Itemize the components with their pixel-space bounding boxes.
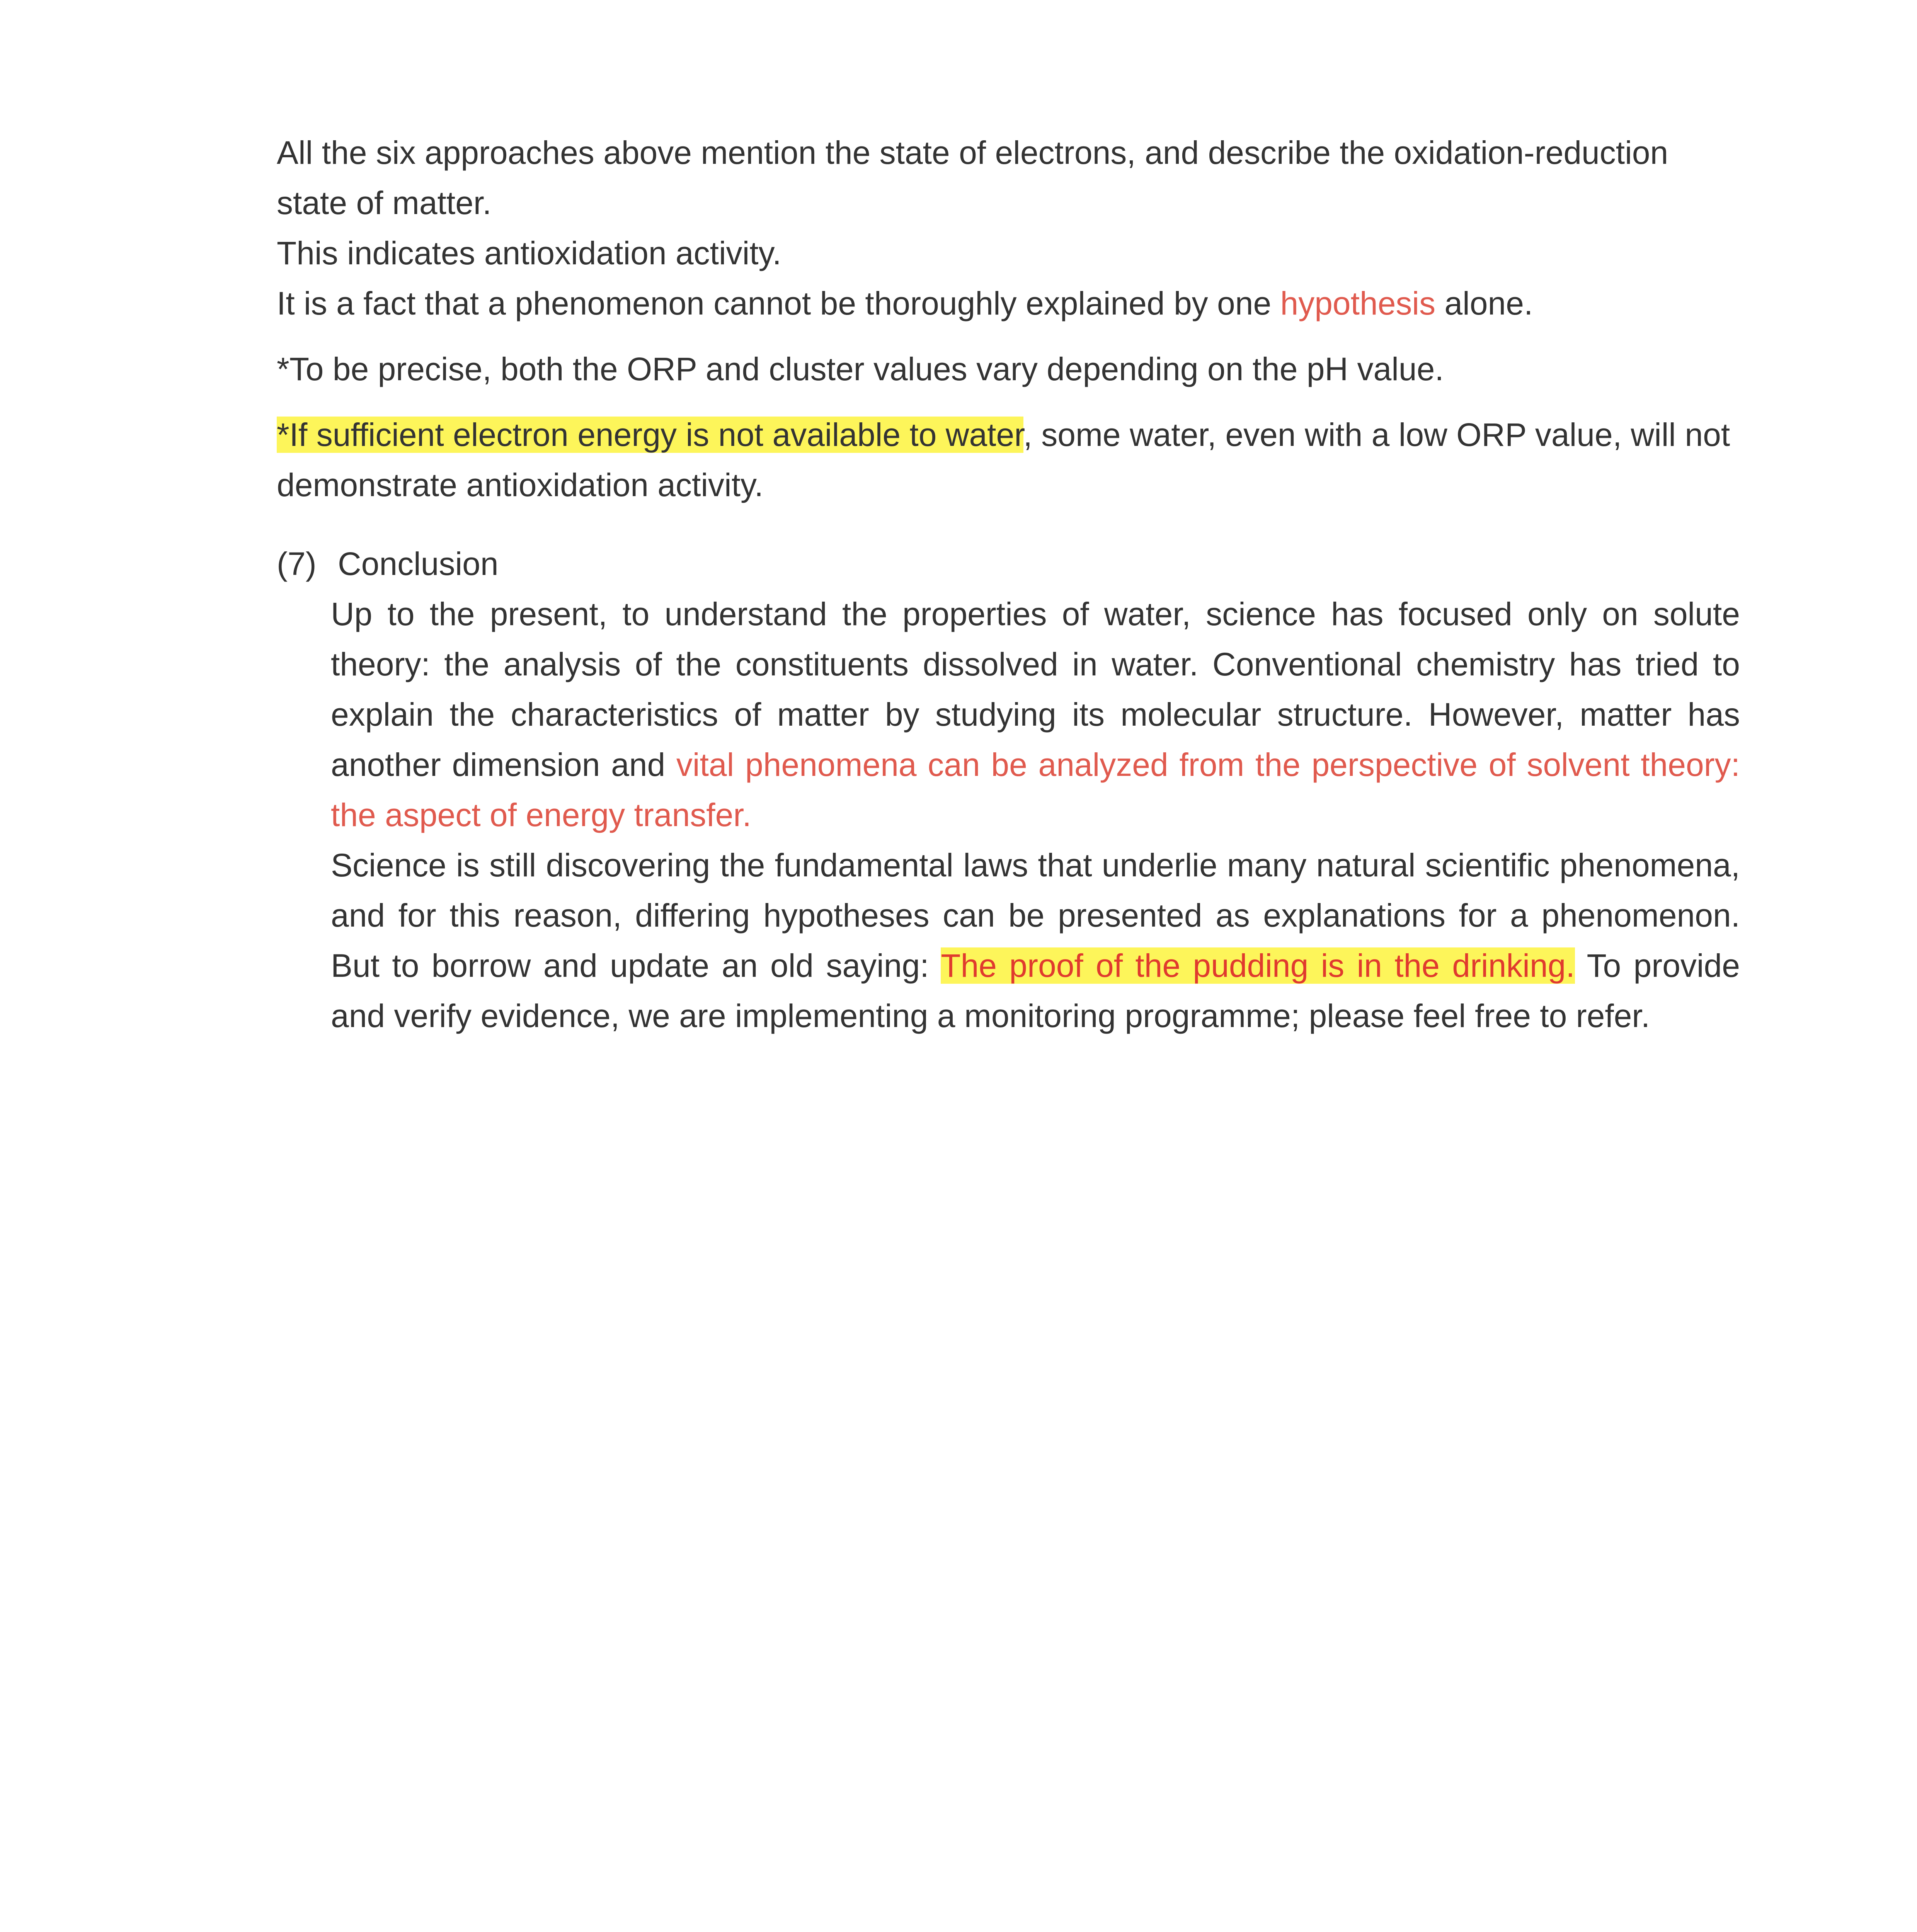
pudding-highlight: The proof of the pudding is in the drinking. [941, 947, 1575, 984]
conclusion-paragraph-2 [331, 840, 1740, 1041]
section-title: Conclusion [338, 546, 499, 582]
conclusion-paragraph-1 [331, 589, 1740, 840]
paragraph-text: To provide and verify evidence, we are implementing a monitoring programme; please feel free to refer. [331, 947, 1740, 1034]
note-ph: *To be precise, both the ORP and cluster values vary depending on the pH value. [277, 351, 1444, 387]
hypothesis-red-text: hypothesis [1280, 285, 1436, 321]
conclusion-section [277, 539, 1740, 1041]
section-heading [277, 539, 1740, 589]
note-electron-energy [277, 410, 1740, 510]
text-line: This indicates antioxidation activity. [277, 235, 781, 271]
paragraph-electrons [277, 128, 1740, 328]
solvent-theory-red-text: vital phenomena can be analyzed from the perspective of solvent theory: the aspect of energy transfer. [331, 747, 1740, 833]
text-line: alone. [1435, 285, 1533, 321]
document-body [277, 128, 1740, 1041]
note-rest: , some water, even with a low ORP value, will not demonstrate antioxidation activity. [277, 417, 1730, 503]
highlighted-text: *If sufficient electron energy is not available to water [277, 417, 1023, 453]
section-number: (7) [277, 546, 317, 582]
text-line: All the six approaches above mention the state of electrons, and describe the oxidation-reduction state of matter. [277, 134, 1668, 221]
paragraph-text: Up to the present, to understand the properties of water, science has focused only on solute theory: the analysis of the constituents dissolved in water. Conventional chemistry has tried to explain the characteristics of matter by studying its molecular structure. However, matter has another dimension and [331, 596, 1740, 783]
paragraph-text: Science is still discovering the fundamental laws that underlie many natural scientific phenomena, and for this reason, differing hypotheses can be presented as explanations for a phenomenon. But to borrow and update an old saying: [331, 847, 1740, 984]
conclusion-body [331, 589, 1740, 1041]
text-line: It is a fact that a phenomenon cannot be thoroughly explained by one [277, 285, 1280, 321]
